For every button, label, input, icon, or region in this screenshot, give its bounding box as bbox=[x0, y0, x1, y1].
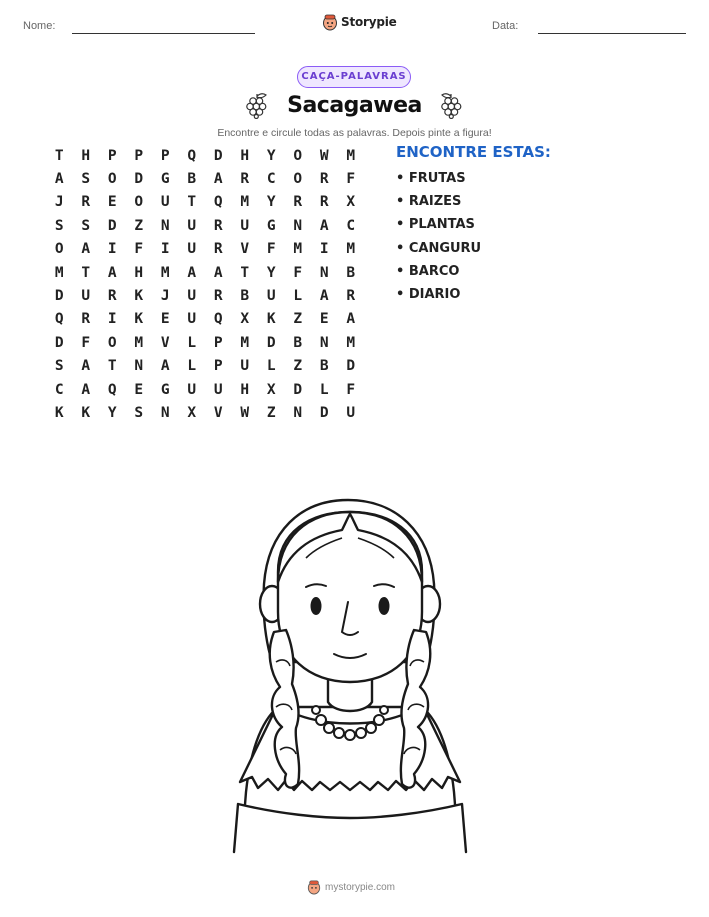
grid-row bbox=[46, 191, 364, 214]
grid-row bbox=[46, 308, 364, 331]
grid-cell[interactable]: N bbox=[319, 264, 329, 281]
grid-cell[interactable]: A bbox=[346, 311, 356, 328]
grid-cell[interactable]: Z bbox=[293, 311, 303, 328]
grid-cell[interactable]: F bbox=[81, 334, 91, 351]
grid-cell[interactable]: R bbox=[346, 288, 356, 305]
grid-cell[interactable]: B bbox=[187, 171, 197, 188]
grid-cell[interactable]: E bbox=[107, 194, 117, 211]
grid-cell[interactable]: H bbox=[134, 264, 144, 281]
instructions: Encontre e circule todas as palavras. Depois pinte a figura! bbox=[217, 127, 492, 139]
grid-row bbox=[46, 401, 364, 424]
grid-cell[interactable]: N bbox=[160, 217, 170, 234]
grid-cell[interactable]: S bbox=[54, 358, 64, 375]
grid-cell[interactable]: M bbox=[346, 147, 356, 164]
grid-cell[interactable]: V bbox=[240, 241, 250, 258]
grid-cell[interactable]: A bbox=[160, 358, 170, 375]
brand-logo bbox=[322, 13, 397, 31]
grid-cell[interactable]: U bbox=[187, 241, 197, 258]
grid-cell[interactable]: M bbox=[293, 241, 303, 258]
grid-cell[interactable]: Z bbox=[293, 358, 303, 375]
grid-cell[interactable]: A bbox=[213, 171, 223, 188]
grid-row bbox=[46, 238, 364, 261]
grid-cell[interactable]: N bbox=[293, 217, 303, 234]
grid-cell[interactable]: U bbox=[187, 311, 197, 328]
grid-cell[interactable]: K bbox=[81, 404, 91, 421]
grid-cell[interactable]: Q bbox=[213, 194, 223, 211]
grid-row bbox=[46, 331, 364, 354]
grid-cell[interactable]: Z bbox=[134, 217, 144, 234]
grid-cell[interactable]: K bbox=[54, 404, 64, 421]
grid-cell[interactable]: I bbox=[107, 311, 117, 328]
grid-cell[interactable]: L bbox=[293, 288, 303, 305]
grid-cell[interactable]: R bbox=[213, 241, 223, 258]
grid-cell[interactable]: I bbox=[107, 241, 117, 258]
grid-cell[interactable]: Q bbox=[213, 311, 223, 328]
grid-cell[interactable]: R bbox=[81, 194, 91, 211]
name-label: Nome: bbox=[23, 20, 56, 32]
footer bbox=[307, 879, 395, 895]
word-list-item: • CANGURU bbox=[396, 241, 481, 264]
grid-cell[interactable]: F bbox=[346, 171, 356, 188]
grid-cell[interactable]: X bbox=[266, 381, 276, 398]
grid-cell[interactable]: R bbox=[293, 194, 303, 211]
grid-cell[interactable]: U bbox=[240, 358, 250, 375]
grid-cell[interactable]: R bbox=[107, 288, 117, 305]
grid-cell[interactable]: N bbox=[319, 334, 329, 351]
grid-cell[interactable]: S bbox=[81, 217, 91, 234]
grid-cell[interactable]: P bbox=[213, 334, 223, 351]
grid-cell[interactable]: C bbox=[54, 381, 64, 398]
letter-grid[interactable] bbox=[46, 144, 364, 425]
word-list-title: ENCONTRE ESTAS: bbox=[396, 143, 551, 161]
grid-cell[interactable]: M bbox=[346, 334, 356, 351]
grid-cell[interactable]: B bbox=[319, 358, 329, 375]
grid-cell[interactable]: F bbox=[134, 241, 144, 258]
word-search-badge: CAÇA-PALAVRAS bbox=[297, 66, 411, 88]
grid-cell[interactable]: N bbox=[293, 404, 303, 421]
grid-cell[interactable]: O bbox=[293, 147, 303, 164]
storypie-mascot-icon bbox=[307, 879, 321, 895]
grid-cell[interactable]: D bbox=[213, 147, 223, 164]
grid-cell[interactable]: Q bbox=[54, 311, 64, 328]
word-list bbox=[396, 171, 481, 310]
grid-cell[interactable]: P bbox=[213, 358, 223, 375]
grid-cell[interactable]: D bbox=[266, 334, 276, 351]
grid-cell[interactable]: T bbox=[107, 358, 117, 375]
grid-row bbox=[46, 214, 364, 237]
grid-cell[interactable]: R bbox=[213, 217, 223, 234]
grid-cell[interactable]: F bbox=[266, 241, 276, 258]
grid-cell[interactable]: C bbox=[266, 171, 276, 188]
grid-cell[interactable]: Y bbox=[107, 404, 117, 421]
grid-cell[interactable]: R bbox=[213, 288, 223, 305]
page-title: Sacagawea bbox=[287, 93, 422, 118]
grid-cell[interactable]: O bbox=[134, 194, 144, 211]
grid-cell[interactable]: N bbox=[160, 404, 170, 421]
grid-cell[interactable]: J bbox=[54, 194, 64, 211]
grid-cell[interactable]: U bbox=[160, 194, 170, 211]
grid-cell[interactable]: D bbox=[54, 334, 64, 351]
grid-cell[interactable]: U bbox=[240, 217, 250, 234]
grid-cell[interactable]: L bbox=[187, 334, 197, 351]
grid-cell[interactable]: X bbox=[240, 311, 250, 328]
grid-cell[interactable]: P bbox=[160, 147, 170, 164]
grid-cell[interactable]: Y bbox=[266, 147, 276, 164]
grid-cell[interactable]: M bbox=[160, 264, 170, 281]
grid-cell[interactable]: M bbox=[54, 264, 64, 281]
grid-cell[interactable]: K bbox=[134, 288, 144, 305]
grid-cell[interactable]: H bbox=[240, 147, 250, 164]
grid-row bbox=[46, 284, 364, 307]
grid-cell[interactable]: S bbox=[134, 404, 144, 421]
name-field-line[interactable] bbox=[72, 33, 255, 34]
grid-cell[interactable]: O bbox=[293, 171, 303, 188]
grid-cell[interactable]: E bbox=[319, 311, 329, 328]
grid-cell[interactable]: S bbox=[81, 171, 91, 188]
grid-cell[interactable]: T bbox=[54, 147, 64, 164]
grid-cell[interactable]: U bbox=[213, 381, 223, 398]
grid-cell[interactable]: N bbox=[134, 358, 144, 375]
grid-row bbox=[46, 167, 364, 190]
grid-cell[interactable]: X bbox=[187, 404, 197, 421]
grid-row bbox=[46, 378, 364, 401]
grid-cell[interactable]: P bbox=[134, 147, 144, 164]
grid-cell[interactable]: D bbox=[134, 171, 144, 188]
grid-cell[interactable]: S bbox=[54, 217, 64, 234]
grid-cell[interactable]: D bbox=[346, 358, 356, 375]
grid-cell[interactable]: V bbox=[213, 404, 223, 421]
grid-cell[interactable]: W bbox=[240, 404, 250, 421]
grid-row bbox=[46, 355, 364, 378]
grid-cell[interactable]: H bbox=[240, 381, 250, 398]
grid-cell[interactable]: D bbox=[293, 381, 303, 398]
grid-cell[interactable]: U bbox=[81, 288, 91, 305]
grid-cell[interactable]: M bbox=[134, 334, 144, 351]
grid-cell[interactable]: F bbox=[346, 381, 356, 398]
grid-cell[interactable]: G bbox=[160, 381, 170, 398]
grid-cell[interactable]: Y bbox=[266, 264, 276, 281]
grid-cell[interactable]: G bbox=[160, 171, 170, 188]
grid-cell[interactable]: A bbox=[81, 381, 91, 398]
grid-cell[interactable]: A bbox=[213, 264, 223, 281]
grid-cell[interactable]: M bbox=[240, 334, 250, 351]
grid-cell[interactable]: A bbox=[187, 264, 197, 281]
grid-cell[interactable]: T bbox=[187, 194, 197, 211]
grid-cell[interactable]: I bbox=[319, 241, 329, 258]
grid-cell[interactable]: G bbox=[266, 217, 276, 234]
grid-cell[interactable]: K bbox=[266, 311, 276, 328]
grid-cell[interactable]: D bbox=[107, 217, 117, 234]
grid-cell[interactable]: M bbox=[346, 241, 356, 258]
word-list-item: • RAIZES bbox=[396, 194, 481, 217]
word-list-item: • BARCO bbox=[396, 264, 481, 287]
grid-cell[interactable]: O bbox=[107, 334, 117, 351]
grid-cell[interactable]: C bbox=[346, 217, 356, 234]
grid-cell[interactable]: A bbox=[319, 288, 329, 305]
grid-cell[interactable]: A bbox=[54, 171, 64, 188]
grid-cell[interactable]: R bbox=[319, 171, 329, 188]
word-list-item: • FRUTAS bbox=[396, 171, 481, 194]
grid-cell[interactable]: A bbox=[319, 217, 329, 234]
grid-cell[interactable]: U bbox=[266, 288, 276, 305]
grid-cell[interactable]: I bbox=[160, 241, 170, 258]
grid-row bbox=[46, 144, 364, 167]
grid-cell[interactable]: W bbox=[319, 147, 329, 164]
grid-cell[interactable]: H bbox=[81, 147, 91, 164]
grid-cell[interactable]: R bbox=[319, 194, 329, 211]
grid-cell[interactable]: E bbox=[160, 311, 170, 328]
grid-cell[interactable]: E bbox=[134, 381, 144, 398]
grid-cell[interactable]: L bbox=[266, 358, 276, 375]
grid-cell[interactable]: D bbox=[54, 288, 64, 305]
word-list-item: • DIARIO bbox=[396, 287, 481, 310]
grid-row bbox=[46, 261, 364, 284]
grid-cell[interactable]: Q bbox=[107, 381, 117, 398]
footer-url[interactable]: mystorypie.com bbox=[325, 881, 396, 893]
grid-cell[interactable]: O bbox=[54, 241, 64, 258]
grid-cell[interactable]: K bbox=[134, 311, 144, 328]
grid-cell[interactable]: B bbox=[240, 288, 250, 305]
grid-cell[interactable]: M bbox=[240, 194, 250, 211]
grid-cell[interactable]: F bbox=[293, 264, 303, 281]
date-label: Data: bbox=[492, 20, 519, 32]
girl-coloring-figure[interactable] bbox=[220, 492, 480, 862]
grid-cell[interactable]: B bbox=[293, 334, 303, 351]
grid-cell[interactable]: U bbox=[346, 404, 356, 421]
grid-cell[interactable]: L bbox=[187, 358, 197, 375]
grid-cell[interactable]: L bbox=[319, 381, 329, 398]
grid-cell[interactable]: T bbox=[81, 264, 91, 281]
brand-name: Storypie bbox=[341, 15, 397, 29]
grid-cell[interactable]: T bbox=[240, 264, 250, 281]
grid-cell[interactable]: P bbox=[107, 147, 117, 164]
grid-cell[interactable]: R bbox=[81, 311, 91, 328]
grid-cell[interactable]: U bbox=[187, 217, 197, 234]
grid-cell[interactable]: A bbox=[81, 358, 91, 375]
grid-cell[interactable]: A bbox=[107, 264, 117, 281]
grape-icon bbox=[438, 91, 464, 119]
grid-cell[interactable]: V bbox=[160, 334, 170, 351]
grid-cell[interactable]: Y bbox=[266, 194, 276, 211]
grid-cell[interactable]: D bbox=[319, 404, 329, 421]
grid-cell[interactable]: Q bbox=[187, 147, 197, 164]
word-list-item: • PLANTAS bbox=[396, 217, 481, 240]
grid-cell[interactable]: R bbox=[240, 171, 250, 188]
grid-cell[interactable]: O bbox=[107, 171, 117, 188]
grid-cell[interactable]: Z bbox=[266, 404, 276, 421]
grid-cell[interactable]: U bbox=[187, 381, 197, 398]
grid-cell[interactable]: U bbox=[187, 288, 197, 305]
storypie-mascot-icon bbox=[322, 13, 338, 31]
date-field-line[interactable] bbox=[538, 33, 686, 34]
grid-cell[interactable]: B bbox=[346, 264, 356, 281]
grid-cell[interactable]: X bbox=[346, 194, 356, 211]
grid-cell[interactable]: A bbox=[81, 241, 91, 258]
grid-cell[interactable]: J bbox=[160, 288, 170, 305]
